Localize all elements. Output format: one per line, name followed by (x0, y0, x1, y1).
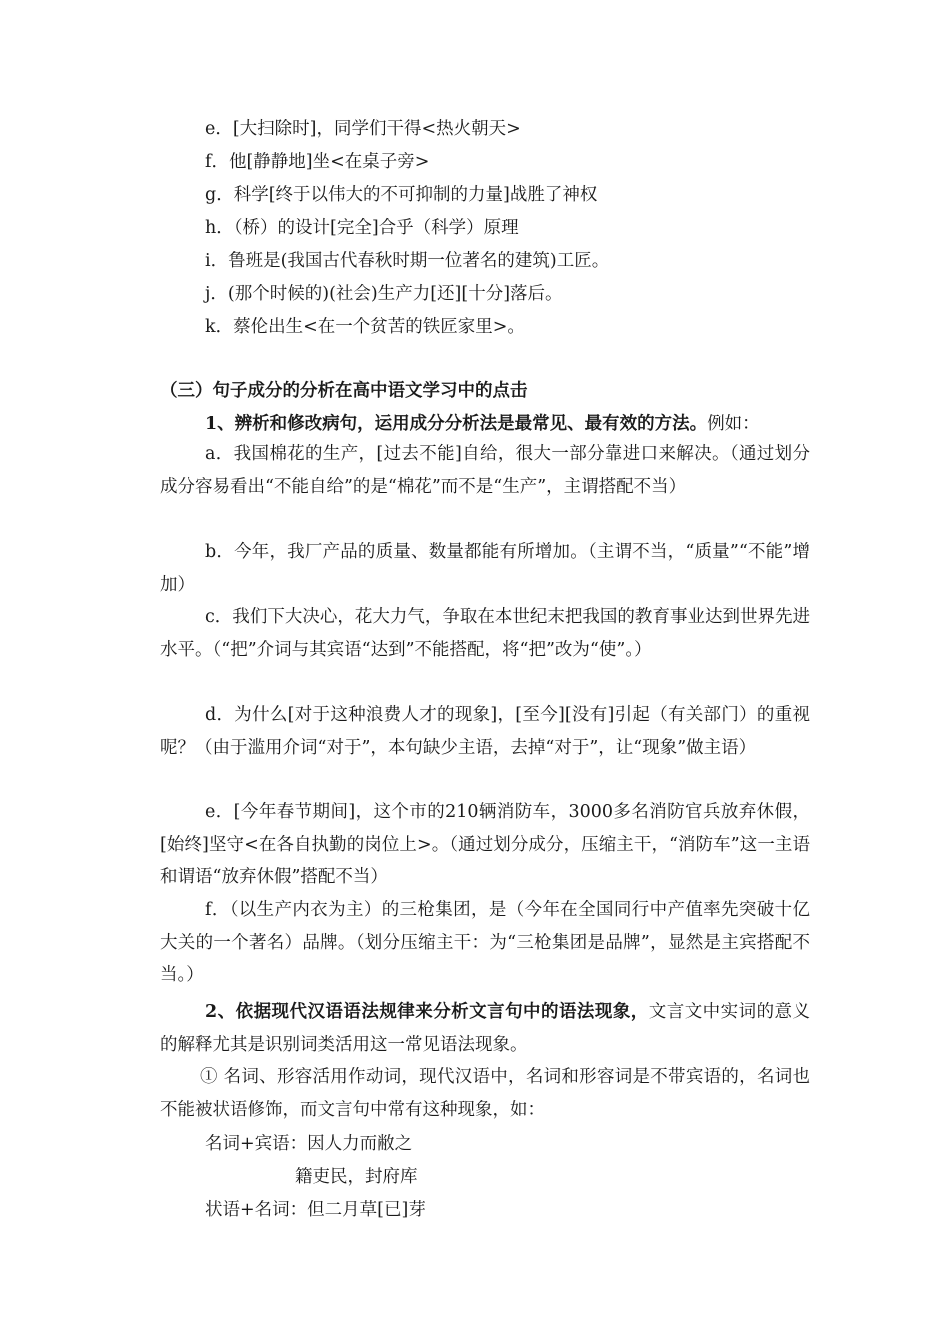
item-i (205, 249, 609, 273)
point-2-tail: 文言文中实词的意义的解释尤其是识别词类活用这一常见语法现象。 (160, 1002, 810, 1055)
example-e-text: e．[今年春节期间]，这个市的210辆消防车，3000多名消防官兵放弃休假，[始终]坚守<在各自执勤的岗位上>。（通过划分成分，压缩主干，“消防车”这一主语和谓语“放弃休假”搭配不当） (160, 802, 810, 887)
example-a (160, 438, 810, 503)
example-c (160, 601, 810, 666)
point-2-title: 2、依据现代汉语语法规律来分析文言句中的语法现象， (205, 1002, 649, 1022)
item-g (205, 183, 597, 207)
pattern-1 (205, 1132, 412, 1156)
item-j-text: j．(那个时候的)(社会)生产力[还][十分]落后。 (205, 284, 563, 304)
example-a-text: a．我国棉花的生产，[过去不能]自给，很大一部分靠进口来解决。（通过划分成分容易看出“不能自给”的是“棉花”而不是“生产”，主谓搭配不当） (160, 444, 810, 497)
pattern-2 (205, 1198, 426, 1222)
point-1-tail: 例如： (707, 414, 760, 434)
item-h-text: h．（桥）的设计[完全]合乎（科学）原理 (205, 218, 519, 238)
point-2-sub (160, 1061, 810, 1126)
example-b (160, 536, 810, 601)
item-j (205, 282, 563, 306)
example-d (160, 699, 810, 764)
example-f (160, 894, 810, 992)
pattern-1-example-2-line (295, 1165, 418, 1189)
item-k (205, 315, 525, 339)
pattern-1-example-1: 因人力而敝之 (307, 1134, 413, 1154)
example-c-text: c．我们下大决心，花大力气，争取在本世纪末把我国的教育事业达到世界先进水平。（“把”介词与其宾语“达到”不能搭配，将“把”改为“使”。） (160, 607, 810, 660)
item-g-text: g．科学[终于以伟大的不可抑制的力量]战胜了神权 (205, 185, 598, 205)
point-2-sub-text: ① 名词、形容活用作动词，现代汉语中，名词和形容词是不带宾语的，名词也不能被状语修饰，而文言句中常有这种现象，如： (160, 1067, 810, 1120)
section-heading-text: （三）句子成分的分析在高中语文学习中的点击 (160, 381, 528, 401)
pattern-1-example-2: 籍吏民，封府库 (295, 1167, 418, 1187)
item-i-text: i．鲁班是(我国古代春秋时期一位著名的建筑)工匠。 (205, 251, 610, 271)
point-2 (160, 996, 810, 1061)
item-e-text: e．[大扫除时]，同学们干得<热火朝天> (205, 119, 521, 139)
item-f-text: f．他[静静地]坐<在桌子旁> (205, 152, 430, 172)
pattern-2-example-1: 但二月草[已]芽 (307, 1200, 426, 1220)
example-f-text: f．（以生产内衣为主）的三枪集团，是（今年在全国同行中产值率先突破十亿大关的一个著名）品牌。（划分压缩主干：为“三枪集团是品牌”，显然是主宾搭配不当。） (160, 900, 810, 985)
item-e (205, 117, 521, 141)
section-heading (160, 379, 528, 403)
item-f (205, 150, 429, 174)
pattern-1-label: 名词+宾语： (205, 1134, 308, 1154)
item-h (205, 216, 519, 240)
item-k-text: k．蔡伦出生<在一个贫苦的铁匠家里>。 (205, 317, 525, 337)
example-d-text: d．为什么[对于这种浪费人才的现象]，[至今][没有]引起（有关部门）的重视呢？（由于滥用介词“对于”，本句缺少主语，去掉“对于”，让“现象”做主语） (160, 705, 810, 758)
point-1-title: 1、辨析和修改病句，运用成分分析法是最常见、最有效的方法。 (205, 414, 708, 434)
point-1 (205, 412, 760, 436)
example-e (160, 796, 810, 894)
example-b-text: b．今年，我厂产品的质量、数量都能有所增加。（主谓不当，“质量”“不能”增加） (160, 542, 810, 595)
pattern-2-label: 状语+名词： (205, 1200, 308, 1220)
